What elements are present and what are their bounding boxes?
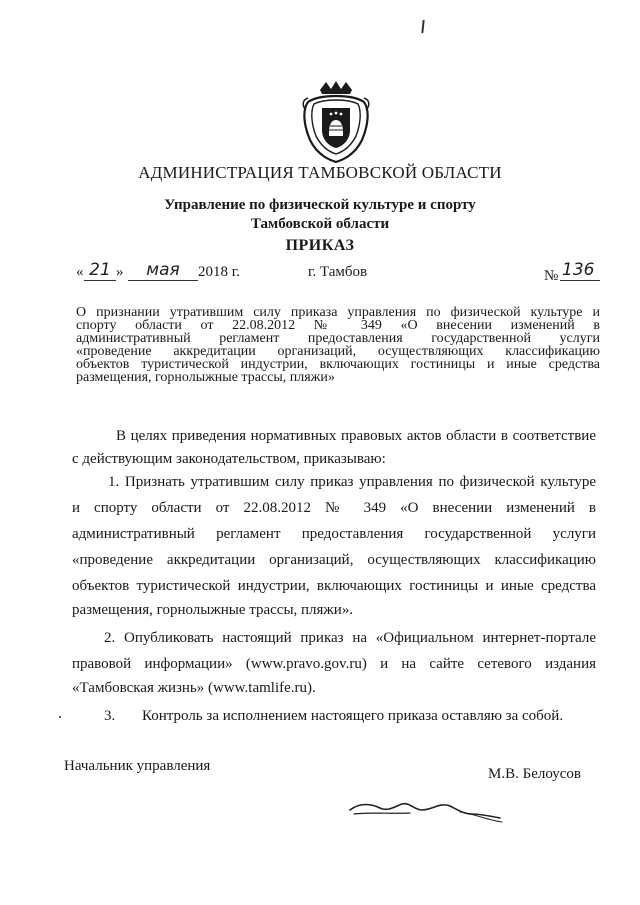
organization-title: АДМИНИСТРАЦИЯ ТАМБОВСКОЙ ОБЛАСТИ [138,163,502,182]
document-city: г. Тамбов [308,264,368,280]
document-meta-row [76,258,600,288]
document-number: 136 [562,260,595,280]
subject-line: объектов туристической индустрии, включающих гостиницы и иные средства [76,357,600,372]
signer-position: Начальник управления [64,758,211,774]
document-type-title: ПРИКАЗ [285,237,355,254]
signer-name: М.В. Белоусов [488,766,582,782]
number-underline [560,280,600,281]
item-2-line: правовой информации» (www.pravo.gov.ru) и на сайте сетевого издания [72,656,596,672]
date-quote-close: » [116,264,124,280]
document-subject [76,306,600,384]
subject-line: административный регламент предоставления государственной услуги [76,331,600,346]
item-1-line: «проведение аккредитации организаций, осуществляющих классификацию [72,552,596,568]
item-2-line: «Тамбовская жизнь» (www.tamlife.ru). [72,680,316,696]
subject-line: размещения, горнолыжные трассы, пляжи» [76,370,335,385]
item-1-line: и спорту области от 22.08.2012 № 349 «О внесении изменений в [72,500,596,516]
body-intro-line-1: В целях приведения нормативных правовых актов области в соответствие [116,428,596,444]
subject-line: спорту области от 22.08.2012 № 349 «О внесении изменений в [76,318,600,333]
subject-line: О признании утратившим силу приказа управления по физической культуре и [76,305,600,320]
page-corner-mark [421,20,424,33]
handwritten-signature [340,790,510,830]
item-1-line: 1. Признать утратившим силу приказ управления по физической культуре [108,474,596,490]
tambov-coat-of-arms-icon [300,80,372,164]
item-1-line: размещения, горнолыжные трассы, пляжи». [72,602,354,618]
date-year: 2018 г. [198,264,240,280]
number-sign: № [544,268,559,284]
department-name [0,196,640,234]
date-day: 21 [89,260,111,280]
item-3-text: Контроль за исполнением настоящего приказа оставляю за собой. [142,708,564,724]
department-line-2: Тамбовской области [250,216,390,232]
item-1-line: административный регламент предоставления государственной услуги [72,526,596,542]
date-quote-open: « [76,264,84,280]
day-underline [84,280,116,281]
month-underline [128,280,198,281]
department-line-1: Управление по физической культуре и спорту [164,197,476,213]
date-month: мая [146,260,180,280]
subject-line: «проведение аккредитации организаций, осуществляющих классификацию [76,344,600,359]
item-2-line: 2. Опубликовать настоящий приказ на «Официальном интернет-портале [104,630,596,646]
item-1-line: объектов туристической индустрии, включающих гостиницы и иные средства [72,578,596,594]
body-intro-line-2: с действующим законодательством, приказываю: [72,451,386,467]
item-3-number: 3. [104,708,116,724]
margin-speck [59,716,61,718]
